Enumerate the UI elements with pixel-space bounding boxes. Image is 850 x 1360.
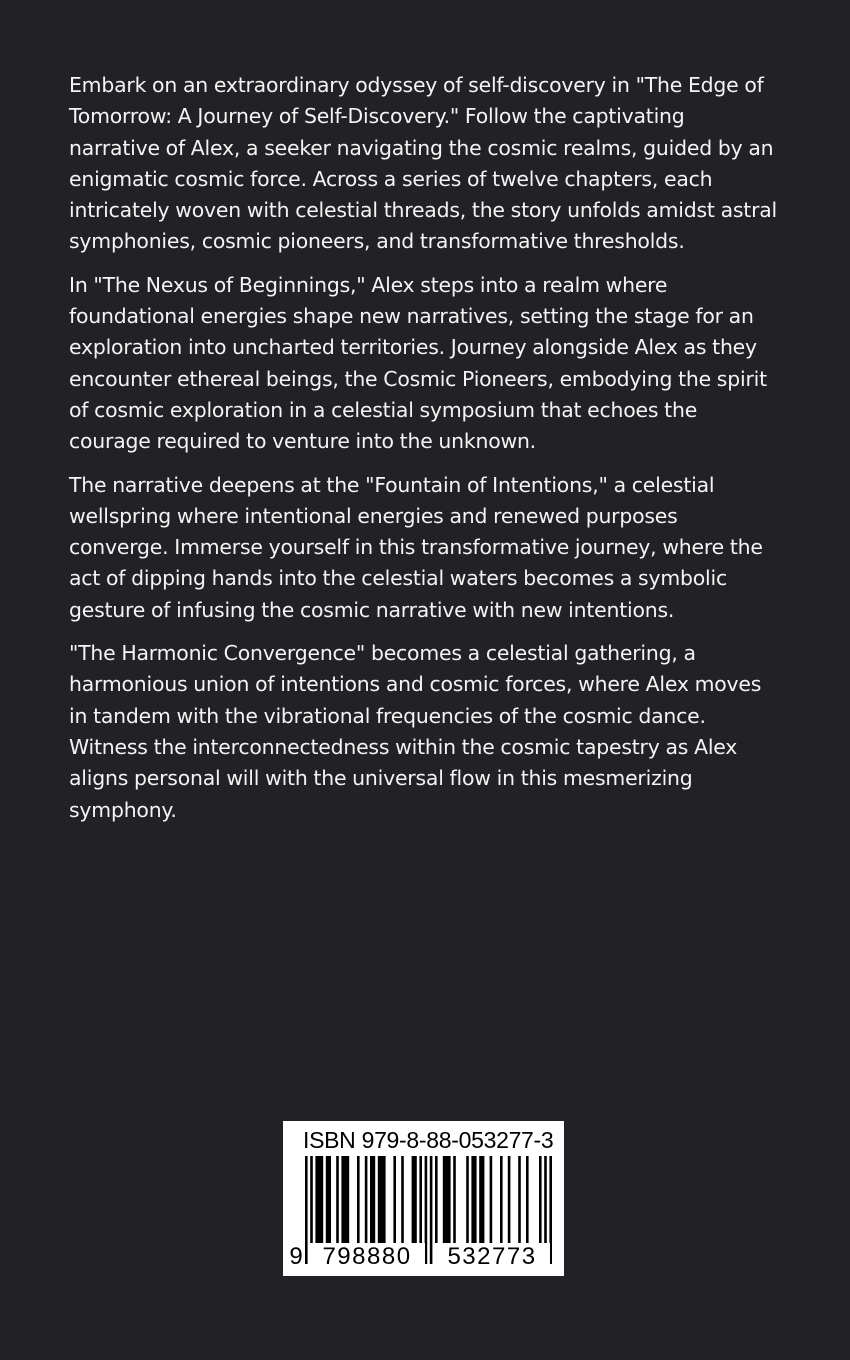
description-paragraph-1: Embark on an extraordinary odyssey of self-discovery in "The Edge of Tomorrow: A Journey of Self-Discovery." Follow the captivating narrative of Alex, a seeker navigating the cosmic realms, guided by an enigmatic cosmic force. Across a series of twelve chapters, each intricately woven with celestial threads, the story unfolds amidst astral symphonies, cosmic pioneers, and transformative thresholds. bbox=[69, 73, 778, 254]
barcode-bar bbox=[443, 1156, 451, 1244]
barcode-bar bbox=[490, 1156, 493, 1244]
back-cover-description bbox=[69, 70, 781, 838]
isbn-label: ISBN 979-8-88-053277-3 bbox=[303, 1127, 554, 1153]
barcode-bar bbox=[435, 1156, 438, 1244]
barcode-bar bbox=[466, 1156, 469, 1244]
barcode-bar bbox=[453, 1156, 456, 1244]
barcode-bar bbox=[365, 1156, 368, 1244]
barcode-bar bbox=[378, 1156, 386, 1244]
barcode-bar bbox=[539, 1156, 542, 1244]
barcode-bar bbox=[370, 1156, 375, 1244]
barcode-bar bbox=[401, 1156, 404, 1244]
barcode-bar bbox=[393, 1156, 396, 1244]
isbn-barcode bbox=[283, 1121, 564, 1276]
barcode-bar bbox=[326, 1156, 331, 1244]
barcode-bar bbox=[305, 1156, 308, 1264]
description-paragraph-3: The narrative deepens at the "Fountain of Intentions," a celestial wellspring where intentional energies and renewed purposes converge. Immerse yourself in this transformative journey, where the act of dipping hands into the celestial waters becomes a symbolic gesture of infusing the cosmic narrative with new intentions. bbox=[69, 472, 763, 622]
barcode-bar bbox=[419, 1156, 422, 1244]
barcode-bar bbox=[518, 1156, 521, 1244]
barcode-bar bbox=[341, 1156, 349, 1244]
barcode-bar bbox=[412, 1156, 417, 1244]
barcode-bar bbox=[357, 1156, 360, 1244]
barcode-digit-first: 9 bbox=[289, 1243, 303, 1270]
barcode-bar bbox=[315, 1156, 323, 1244]
barcode-bar bbox=[479, 1156, 484, 1244]
description-paragraph-4: "The Harmonic Convergence" becomes a celestial gathering, a harmonious union of intentions and cosmic forces, where Alex moves in tandem with the vibrational frequencies of the cosmic dance. Witness the interconnectedness within the cosmic tapestry as Alex aligns personal will with the universal flow in this mesmerizing symphony. bbox=[69, 641, 762, 822]
description-paragraph-2: In "The Nexus of Beginnings," Alex steps into a realm where foundational energies shape new narratives, setting the stage for an exploration into uncharted territories. Journey alongside Alex as they encounter ethereal beings, the Cosmic Pioneers, embodying the spirit of cosmic exploration in a celestial symposium that echoes the courage required to venture into the unknown. bbox=[69, 272, 767, 454]
barcode-bar bbox=[471, 1156, 476, 1244]
barcode-bar bbox=[526, 1156, 529, 1244]
barcode-bar bbox=[336, 1156, 339, 1244]
barcode-bar bbox=[430, 1156, 433, 1264]
barcode-digits-left: 798880 bbox=[309, 1243, 425, 1271]
barcode-bar bbox=[500, 1156, 503, 1244]
barcode-bar bbox=[508, 1156, 511, 1244]
barcode-digits-right: 532773 bbox=[434, 1243, 550, 1271]
